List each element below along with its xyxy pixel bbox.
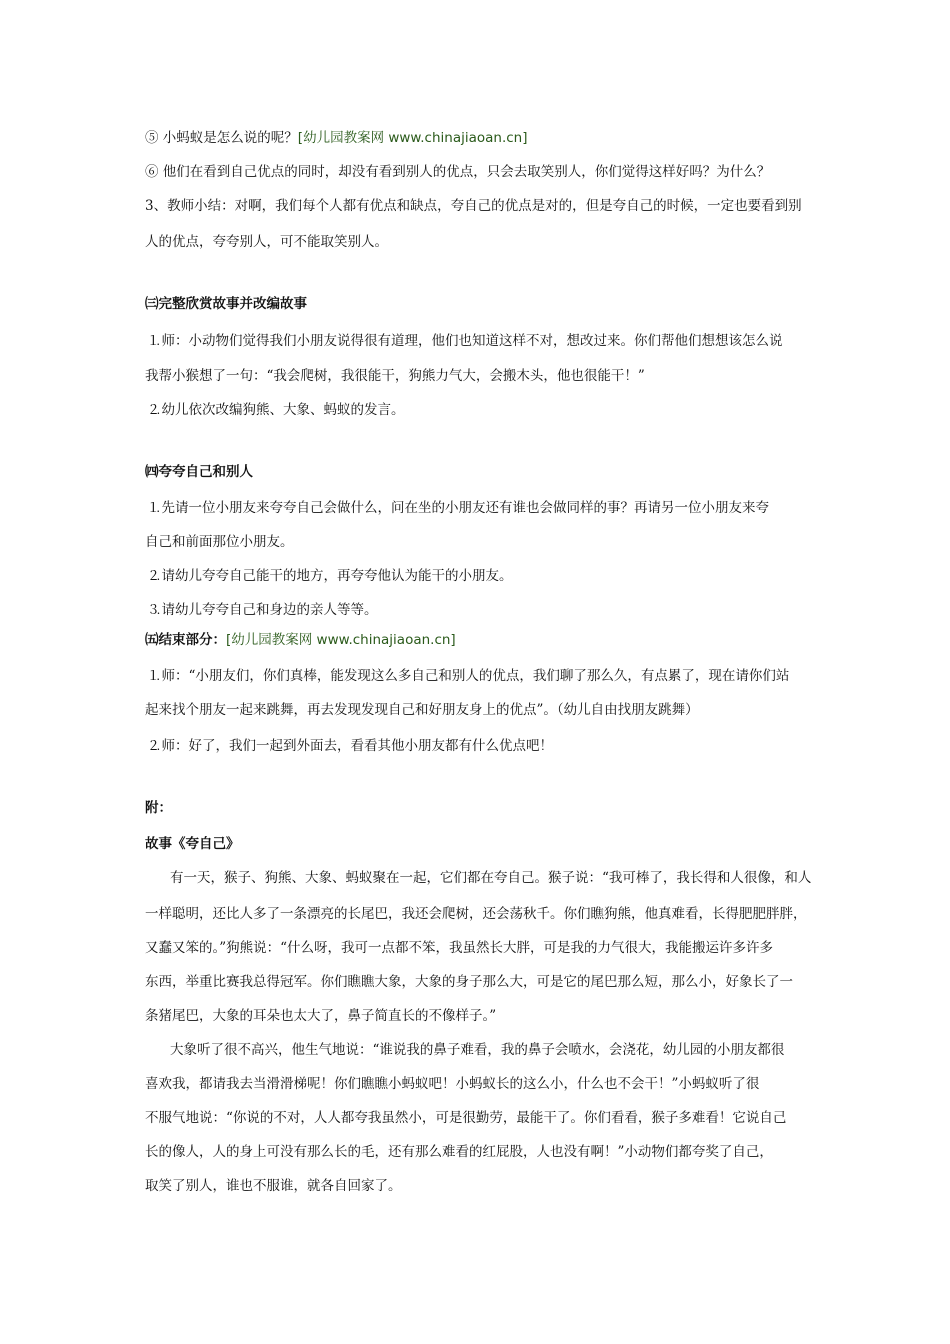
story-title: 故事《夸自己》: [145, 836, 240, 852]
story-paragraph-1-line-2: 一样聪明，还比人多了一条漂亮的长尾巴，我还会爬树，还会荡秋千。你们瞧狗熊，他真难看，长得肥肥胖胖，: [145, 906, 807, 922]
section-3-item-1-line-2: 我帮小猴想了一句：“我会爬树，我很能干，狗熊力气大，会搬木头，他也很能干！”: [145, 368, 645, 384]
section-3-item-1-line-1: ⒈师：小动物们觉得我们小朋友说得很有道理，他们也知道这样不对，想改过来。你们帮他们想想该怎么说: [148, 333, 783, 349]
section-5-item-2: ⒉师：好了，我们一起到外面去，看看其他小朋友都有什么优点吧！: [148, 738, 553, 754]
section-5-item-1-line-2: 起来找个朋友一起来跳舞，再去发现发现自己和好朋友身上的优点”。（幼儿自由找朋友跳舞）: [145, 702, 699, 718]
source-link-2[interactable]: [幼儿园教案网 www.chinajiaoan.cn]: [226, 632, 456, 648]
story-paragraph-1-line-5: 条猪尾巴，大象的耳朵也太大了，鼻子简直长的不像样子。”: [145, 1008, 497, 1024]
story-paragraph-1-line-3: 又蠢又笨的。”狗熊说：“什么呀，我可一点都不笨，我虽然长大胖，可是我的力气很大，我能搬运许多许多: [145, 940, 774, 956]
story-paragraph-2-line-4: 长的像人，人的身上可没有那么长的毛，还有那么难看的红屁股，人也没有啊！”小动物们都夸奖了自己，: [145, 1144, 773, 1160]
section-heading-5-line: [145, 630, 815, 650]
section-4-item-2: ⒉请幼儿夸夸自己能干的地方，再夸夸他认为能干的小朋友。: [148, 568, 513, 584]
section-heading-3: ㈢完整欣赏故事并改编故事: [145, 296, 307, 312]
section-3-item-2: ⒉幼儿依次改编狗熊、大象、蚂蚁的发言。: [148, 402, 405, 418]
item-5-line: [145, 128, 815, 148]
appendix-heading: 附：: [145, 800, 172, 816]
story-paragraph-2-line-2: 喜欢我，都请我去当滑滑梯呢！你们瞧瞧小蚂蚁吧！小蚂蚁长的这么小，什么也不会干！”小蚂蚁听了很: [145, 1076, 760, 1092]
section-heading-5: ㈤结束部分：: [145, 632, 226, 648]
section-4-item-3: ⒊请幼儿夸夸自己和身边的亲人等等。: [148, 602, 378, 618]
section-4-item-1-line-2: 自己和前面那位小朋友。: [145, 534, 294, 550]
story-paragraph-2-line-1: 大象听了很不高兴，他生气地说：“谁说我的鼻子难看，我的鼻子会喷水，会浇花，幼儿园的小朋友都很: [170, 1042, 785, 1058]
section-heading-4: ㈣夸夸自己和别人: [145, 464, 253, 480]
section-5-item-1-line-1: ⒈师：“小朋友们，你们真棒，能发现这么多自己和别人的优点，我们聊了那么久，有点累了，现在请你们站: [148, 668, 790, 684]
story-paragraph-1-line-4: 东西，举重比赛我总得冠军。你们瞧瞧大象，大象的身子那么大，可是它的尾巴那么短，那么小，好象长了一: [145, 974, 793, 990]
story-paragraph-2-line-5: 取笑了别人，谁也不服谁，就各自回家了。: [145, 1178, 402, 1194]
section-4-item-1-line-1: ⒈先请一位小朋友来夸夸自己会做什么，问在坐的小朋友还有谁也会做同样的事？再请另一位小朋友来夸: [148, 500, 769, 516]
item-6-line: ⑥ 他们在看到自己优点的同时，却没有看到别人的优点，只会去取笑别人，你们觉得这样好吗？为什么？: [145, 164, 771, 180]
source-link-1[interactable]: [幼儿园教案网 www.chinajiaoan.cn]: [297, 130, 528, 146]
item-5-text: ⑤ 小蚂蚁是怎么说的呢？: [145, 130, 298, 146]
teacher-summary-line-1: 3、教师小结：对啊，我们每个人都有优点和缺点，夸自己的优点是对的，但是夸自己的时候，一定也要看到别: [145, 198, 802, 214]
teacher-summary-line-2: 人的优点，夸夸别人，可不能取笑别人。: [145, 234, 388, 250]
story-paragraph-1-line-1: 有一天，猴子、狗熊、大象、蚂蚁聚在一起，它们都在夸自己。猴子说：“我可棒了，我长得和人很像，和人: [170, 870, 812, 886]
story-paragraph-2-line-3: 不服气地说：“你说的不对，人人都夸我虽然小，可是很勤劳，最能干了。你们看看，猴子多难看！它说自己: [145, 1110, 787, 1126]
